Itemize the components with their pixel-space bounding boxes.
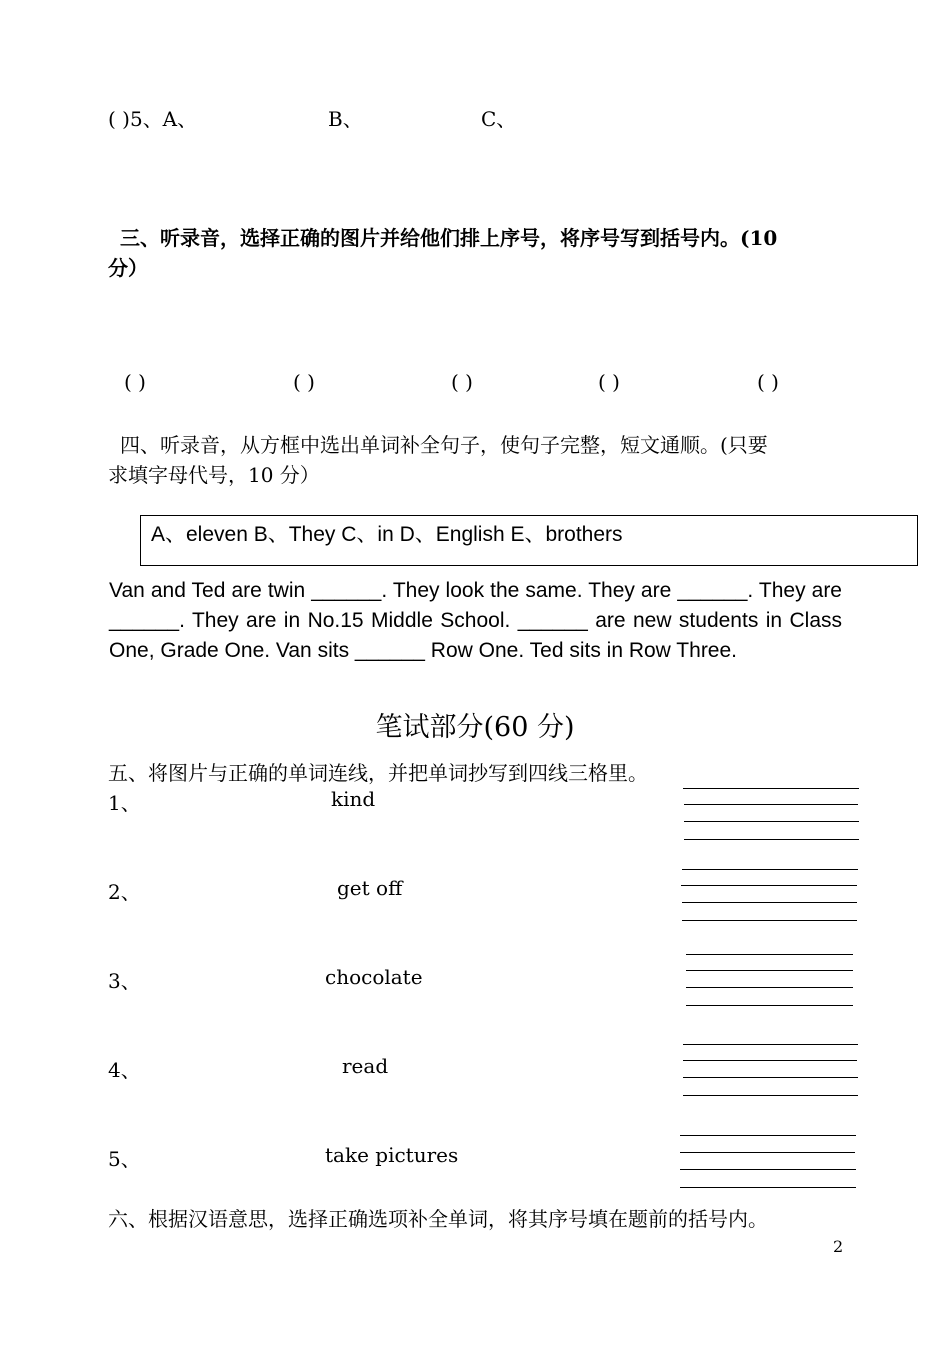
match-item-number: 1、: [108, 791, 141, 815]
word-bank-text: A、eleven B、They C、in D、English E、brothers: [151, 523, 623, 546]
match-item-number: 2、: [108, 880, 141, 904]
match-item-word[interactable]: get off: [337, 876, 403, 900]
section3-heading-line1: 三、听录音，选择正确的图片并给他们排上序号，将序号写到括号内。(10: [120, 226, 778, 250]
q5-option-c: C、: [481, 107, 517, 131]
cloze-passage: Van and Ted are twin ______. They look the same. They are ______. They are ______. They are in No.15 Middle School. ______ are new students in Class One, Grade One. Van sits ______ Row One. Ted sits in Row Three.: [109, 579, 842, 662]
answer-blank-2[interactable]: ( ): [293, 370, 315, 394]
section4-heading-line2: 求填字母代号，10 分）: [108, 463, 320, 487]
match-item-word[interactable]: read: [342, 1054, 389, 1078]
grid-line: [682, 902, 857, 903]
grid-line: [686, 987, 853, 988]
section6-heading: 六、根据汉语意思，选择正确选项补全单词，将其序号填在题前的括号内。: [108, 1207, 768, 1231]
grid-line: [686, 954, 853, 955]
grid-line: [680, 1135, 856, 1136]
section3-heading-line2: 分）: [108, 256, 148, 280]
match-item-word[interactable]: kind: [331, 787, 376, 811]
answer-blank-4[interactable]: ( ): [598, 370, 620, 394]
grid-line: [683, 788, 859, 789]
grid-line: [680, 1187, 856, 1188]
match-item-number: 5、: [108, 1147, 141, 1171]
grid-line: [683, 1060, 857, 1061]
grid-line: [683, 1095, 858, 1096]
grid-line: [680, 1152, 855, 1153]
grid-line: [684, 821, 859, 822]
answer-blank-5[interactable]: ( ): [757, 370, 779, 394]
grid-line: [682, 920, 857, 921]
answer-blank-3[interactable]: ( ): [451, 370, 473, 394]
page-number: 2: [833, 1237, 844, 1256]
grid-line: [686, 1005, 853, 1006]
q5-option-b: B、: [328, 107, 363, 131]
section4-heading-line1: 四、听录音，从方框中选出单词补全句子，使句子完整，短文通顺。(只要: [120, 433, 768, 457]
match-item-number: 3、: [108, 969, 141, 993]
grid-line: [683, 1077, 858, 1078]
written-part-title: 笔试部分(60 分): [375, 712, 575, 743]
grid-line: [684, 804, 858, 805]
grid-line: [684, 839, 859, 840]
match-item-word[interactable]: chocolate: [325, 965, 423, 989]
grid-line: [681, 885, 857, 886]
match-item-number: 4、: [108, 1058, 141, 1082]
grid-line: [682, 869, 858, 870]
section5-heading: 五、将图片与正确的单词连线，并把单词抄写到四线三格里。: [108, 761, 648, 785]
match-item-word[interactable]: take pictures: [325, 1143, 459, 1167]
answer-blank-1[interactable]: ( ): [124, 370, 146, 394]
q5-number: ( )5、A、: [108, 107, 198, 131]
grid-line: [686, 970, 853, 971]
grid-line: [680, 1169, 856, 1170]
grid-line: [683, 1044, 858, 1045]
